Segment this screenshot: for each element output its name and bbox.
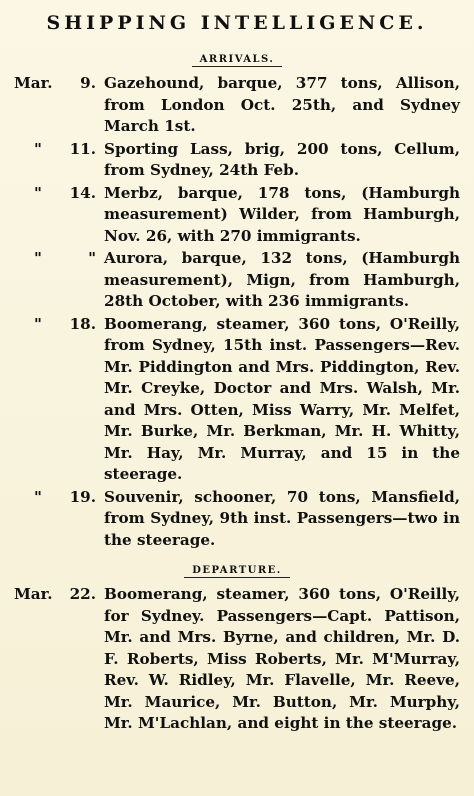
arrivals-heading bbox=[14, 54, 460, 67]
entry-month: Mar. bbox=[14, 74, 53, 92]
page-title: SHIPPING INTELLIGENCE. bbox=[46, 12, 428, 34]
departure-heading bbox=[14, 565, 460, 578]
entry-day: 14. bbox=[69, 183, 96, 202]
entry-month: Mar. bbox=[14, 585, 53, 603]
arrival-entry bbox=[14, 487, 460, 552]
entry-month: " bbox=[34, 249, 42, 267]
arrival-entry bbox=[14, 139, 460, 182]
entry-date bbox=[14, 73, 104, 95]
entry-day: 9. bbox=[80, 74, 96, 92]
arrivals-list bbox=[14, 73, 460, 551]
entry-month: " bbox=[34, 487, 42, 506]
entry-date bbox=[14, 314, 104, 336]
entry-day: 11. bbox=[69, 139, 96, 158]
entry-day: 19. bbox=[69, 487, 96, 506]
entry-text: Souvenir, schooner, 70 tons, Mansfield, from Sydney, 9th inst. Passengers—two in the steerage. bbox=[104, 487, 460, 549]
arrival-entry bbox=[14, 73, 460, 138]
entry-date bbox=[14, 487, 104, 509]
entry-text: Aurora, barque, 132 tons, (Hamburgh measurement), Mign, from Hamburgh, 28th October, with 236 immigrants. bbox=[104, 249, 460, 310]
arrival-entry bbox=[14, 314, 460, 486]
entry-date bbox=[14, 139, 104, 161]
arrivals-heading-text: ARRIVALS. bbox=[192, 54, 283, 67]
entry-day: 22. bbox=[69, 585, 96, 603]
entry-month: " bbox=[34, 183, 42, 202]
entry-day: 18. bbox=[69, 314, 96, 333]
entry-date bbox=[14, 183, 104, 205]
entry-text: Merbz, barque, 178 tons, (Hamburgh measurement) Wilder, from Hamburgh, Nov. 26, with 270 immigrants. bbox=[104, 183, 460, 245]
departure-heading-text: DEPARTURE. bbox=[184, 565, 290, 578]
entry-text: Gazehound, barque, 377 tons, Allison, from London Oct. 25th, and Sydney March 1st. bbox=[104, 74, 460, 135]
entry-date bbox=[14, 248, 104, 270]
departure-entry bbox=[14, 584, 460, 735]
entry-month: " bbox=[34, 139, 42, 158]
arrival-entry bbox=[14, 248, 460, 313]
entry-day: " bbox=[88, 249, 96, 267]
entry-date bbox=[14, 584, 104, 606]
entry-text: Boomerang, steamer, 360 tons, O'Reilly, for Sydney. Passengers—Capt. Pattison, Mr. and Mrs. Byrne, and children, Mr. D. F. Roberts, Miss Roberts, Mr. M'Murray, Rev. W. Ridley, Mr. Flavelle, Mr. Reeve, Mr. Maurice, Mr. Button, Mr. Murphy, Mr. M'Lachlan, and eight in the steerage. bbox=[104, 585, 460, 732]
entry-text: Boomerang, steamer, 360 tons, O'Reilly, from Sydney, 15th inst. Passengers—Rev. Mr. Piddington and Mrs. Piddington, Rev. Mr. Creyke, Doctor and Mrs. Walsh, Mr. and Mrs. Otten, Miss Warry, Mr. Melfet, Mr. Burke, Mr. Berkman, Mr. H. Whitty, Mr. Hay, Mr. Murray, and 15 in the steerage. bbox=[104, 314, 460, 483]
arrival-entry bbox=[14, 183, 460, 248]
departure-list bbox=[14, 584, 460, 735]
entry-text: Sporting Lass, brig, 200 tons, Cellum, from Sydney, 24th Feb. bbox=[104, 139, 460, 179]
entry-month: " bbox=[34, 314, 42, 333]
